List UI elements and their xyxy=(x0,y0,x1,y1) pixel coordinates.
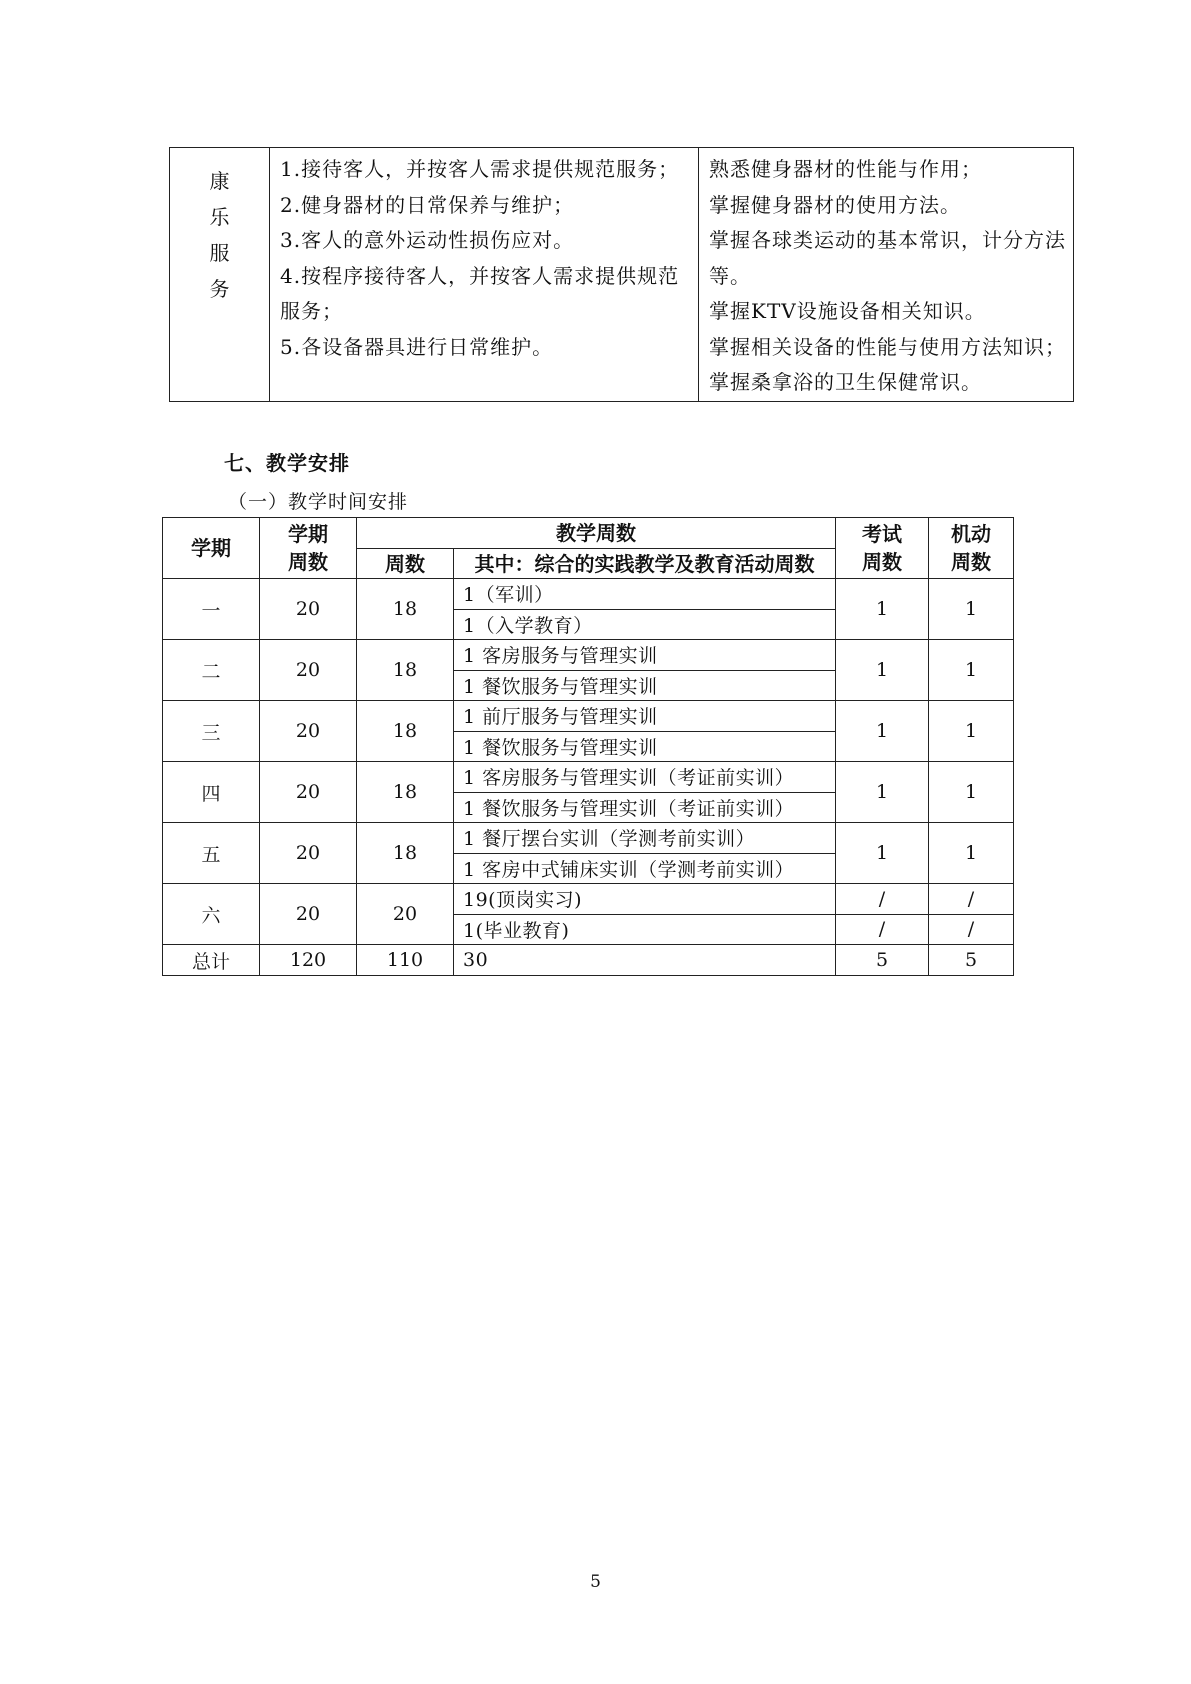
task-line: 5.各设备器具进行日常维护。 xyxy=(280,334,554,359)
header-text: 考试 xyxy=(862,522,902,546)
header-practice-weeks: 其中：综合的实践教学及教育活动周数 xyxy=(454,549,836,579)
section-title: 七、教学安排 xyxy=(224,451,350,475)
header-text: 周数 xyxy=(951,550,991,574)
header-weeks: 周数 xyxy=(357,549,454,579)
header-term: 学期 xyxy=(163,518,260,579)
teaching-schedule-table xyxy=(162,517,1014,976)
term-weeks-cell: 20 xyxy=(260,640,357,701)
knowledge-line: 掌握健身器材的使用方法。 xyxy=(709,192,961,217)
category-char: 务 xyxy=(209,277,230,301)
weeks-cell: 18 xyxy=(357,823,454,884)
header-text: 周数 xyxy=(862,550,902,574)
weeks-cell: 18 xyxy=(357,701,454,762)
term-weeks-cell: 20 xyxy=(260,701,357,762)
page-number: 5 xyxy=(590,1572,601,1592)
table-row xyxy=(163,762,1014,793)
flex-cell: 1 xyxy=(929,640,1014,701)
knowledge-line: 掌握各球类运动的基本常识，计分方法 xyxy=(709,228,1066,252)
total-row xyxy=(163,945,1014,976)
header-exam-weeks xyxy=(836,518,929,579)
category-char: 乐 xyxy=(209,205,230,229)
sub-title: （一）教学时间安排 xyxy=(228,491,409,513)
exam-cell: 1 xyxy=(836,579,929,640)
tasks-cell xyxy=(270,148,699,402)
knowledge-cell xyxy=(699,148,1074,402)
table-row xyxy=(163,884,1014,915)
knowledge-line: 等。 xyxy=(709,263,751,288)
practice-cell: 1 餐饮服务与管理实训 xyxy=(454,670,836,701)
term-weeks-cell: 20 xyxy=(260,579,357,640)
header-text: 学期 xyxy=(288,522,328,546)
term-cell: 四 xyxy=(163,762,260,823)
flex-cell: 1 xyxy=(929,701,1014,762)
practice-cell: 1 客房中式铺床实训（学测考前实训） xyxy=(454,853,836,884)
total-exam: 5 xyxy=(836,945,929,976)
practice-cell: 1 餐饮服务与管理实训（考证前实训） xyxy=(454,792,836,823)
term-cell: 五 xyxy=(163,823,260,884)
exam-cell: 1 xyxy=(836,701,929,762)
total-term-weeks: 120 xyxy=(260,945,357,976)
knowledge-line: 掌握桑拿浴的卫生保健常识。 xyxy=(709,370,982,394)
total-flex: 5 xyxy=(929,945,1014,976)
term-cell: 六 xyxy=(163,884,260,945)
exam-cell: 1 xyxy=(836,762,929,823)
table-row xyxy=(163,640,1014,671)
category-cell xyxy=(170,148,270,402)
practice-cell: 1 餐饮服务与管理实训 xyxy=(454,731,836,762)
term-cell: 二 xyxy=(163,640,260,701)
header-teaching-weeks: 教学周数 xyxy=(357,518,836,549)
flex-cell: 1 xyxy=(929,762,1014,823)
exam-cell: 1 xyxy=(836,823,929,884)
total-label: 总计 xyxy=(163,945,260,976)
practice-cell: 1(毕业教育) xyxy=(454,914,836,945)
header-flex-weeks xyxy=(929,518,1014,579)
exam-cell: / xyxy=(836,884,929,915)
category-char: 康 xyxy=(209,169,230,193)
flex-cell: 1 xyxy=(929,579,1014,640)
header-text: 周数 xyxy=(288,550,328,574)
task-line: 服务； xyxy=(280,299,343,323)
term-weeks-cell: 20 xyxy=(260,762,357,823)
practice-cell: 1 客房服务与管理实训（考证前实训） xyxy=(454,762,836,793)
practice-cell: 1 餐厅摆台实训（学测考前实训） xyxy=(454,823,836,854)
table-row xyxy=(163,701,1014,732)
practice-cell: 1 前厅服务与管理实训 xyxy=(454,701,836,732)
practice-cell: 19(顶岗实习) xyxy=(454,884,836,915)
recreation-service-table xyxy=(169,147,1074,402)
exam-cell: / xyxy=(836,914,929,945)
weeks-cell: 18 xyxy=(357,640,454,701)
task-line: 3.客人的意外运动性损伤应对。 xyxy=(280,228,575,252)
exam-cell: 1 xyxy=(836,640,929,701)
weeks-cell: 20 xyxy=(357,884,454,945)
practice-cell: 1 客房服务与管理实训 xyxy=(454,640,836,671)
knowledge-line: 掌握KTV设施设备相关知识。 xyxy=(709,299,986,323)
term-weeks-cell: 20 xyxy=(260,884,357,945)
task-line: 4.按程序接待客人，并按客人需求提供规范 xyxy=(280,263,680,288)
table-row xyxy=(163,823,1014,854)
flex-cell: / xyxy=(929,914,1014,945)
table-row xyxy=(163,579,1014,610)
header-text: 机动 xyxy=(951,522,991,546)
knowledge-line: 掌握相关设备的性能与使用方法知识； xyxy=(709,334,1066,359)
category-label xyxy=(170,163,269,307)
weeks-cell: 18 xyxy=(357,579,454,640)
category-char: 服 xyxy=(209,241,230,265)
flex-cell: 1 xyxy=(929,823,1014,884)
term-cell: 一 xyxy=(163,579,260,640)
practice-cell: 1（入学教育） xyxy=(454,609,836,640)
weeks-cell: 18 xyxy=(357,762,454,823)
term-cell: 三 xyxy=(163,701,260,762)
practice-cell: 1（军训） xyxy=(454,579,836,610)
header-term-weeks xyxy=(260,518,357,579)
knowledge-line: 熟悉健身器材的性能与作用； xyxy=(709,157,982,181)
total-weeks: 110 xyxy=(357,945,454,976)
term-weeks-cell: 20 xyxy=(260,823,357,884)
flex-cell: / xyxy=(929,884,1014,915)
task-line: 2.健身器材的日常保养与维护； xyxy=(280,192,575,217)
total-practice: 30 xyxy=(454,945,836,976)
task-line: 1.接待客人，并按客人需求提供规范服务； xyxy=(280,157,680,181)
